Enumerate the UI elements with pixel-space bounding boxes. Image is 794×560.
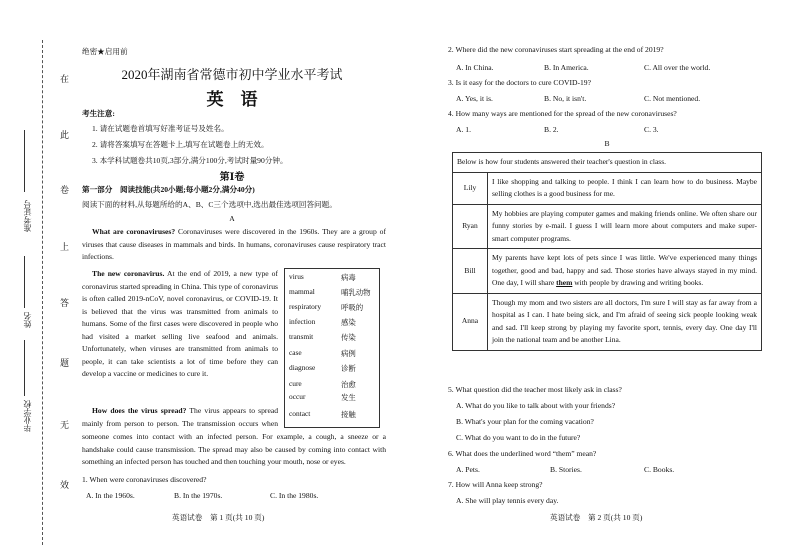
name-label: 姓名 [23, 312, 32, 328]
student-name: Lily [453, 172, 488, 204]
option-a[interactable]: A. Yes, it is. [456, 94, 493, 103]
table-header-row [453, 153, 762, 173]
option-b[interactable]: B. In the 1970s. [174, 491, 223, 500]
option-b[interactable]: B. In America. [544, 63, 589, 72]
option-c[interactable]: C. Not mentioned. [644, 94, 701, 103]
option-a[interactable]: A. 1. [456, 125, 471, 134]
student-answer: I like shopping and talking to people. I think I can learn how to do business. Maybe selling clothes is a good business for me. [488, 172, 762, 204]
p3-heading: How does the virus spread? [92, 406, 187, 415]
passage-a-p3-start [82, 405, 278, 431]
secret-mark: 绝密★启用前 [82, 47, 128, 56]
vocab-row [289, 363, 379, 377]
vocab-row [289, 302, 379, 316]
vocab-word: cure [289, 379, 302, 388]
exam-title: 2020年湖南省常德市初中学业水平考试 [121, 67, 343, 82]
question-4: 4. How many ways are mentioned for the spread of the new coronaviruses? [448, 109, 677, 118]
binding-line [42, 40, 43, 545]
option-c[interactable]: C. Books. [644, 465, 675, 474]
footer-left: 英语试卷 第 1 页(共 10 页) [172, 513, 265, 522]
name-field[interactable] [24, 256, 25, 308]
vocab-word: occur [289, 392, 306, 401]
table-row [453, 172, 762, 204]
vocab-word: case [289, 348, 302, 357]
school-field[interactable] [24, 340, 25, 396]
p3-text: The virus appears to spread mainly from person to person. The transmission occurs when [82, 406, 278, 428]
student-name: Anna [453, 293, 488, 350]
margin-char: 效 [60, 480, 70, 490]
exam-id-field[interactable] [24, 130, 25, 192]
school-label: 毕业学校 [23, 400, 32, 432]
question-5-option-b[interactable]: B. What's your plan for the coming vacation? [456, 417, 594, 426]
note-item: 2. 请将答案填写在答题卡上,填写在试题卷上的无效。 [92, 140, 269, 149]
exam-id-label: 准考证号 [23, 200, 32, 232]
margin-char: 卷 [60, 185, 70, 195]
vocab-word: infection [289, 317, 316, 326]
table-row [453, 249, 762, 294]
vocab-row [289, 409, 379, 423]
p2-text: At the end of 2019, a new type of coronavirus started spreading in China. This type of coronavirus is often called 2019-nCoV, novel coronavirus, or COVID-19. It is believed that the virus was transmitted from animals to humans. Some of the first cases were discovered in people who had visited a market selling live seafood and animals. Unfortunately, when viruses are transmitted from animals to people, it can take scientists a lot of time before they can develop a vaccine or medicines to cure it. [82, 269, 278, 378]
p1-text: Coronaviruses were discovered in the 1960s. They are a group of viruses that cause diseases in mammals and birds. In humans, coronaviruses cause respiratory tract infections. [82, 227, 386, 261]
passage-a-p1 [82, 226, 386, 264]
student-answer [488, 249, 762, 294]
student-name: Bill [453, 249, 488, 294]
vocab-word: diagnose [289, 363, 316, 372]
vocab-meaning: 接触 [341, 410, 356, 419]
question-6: 6. What does the underlined word “them” mean? [448, 449, 597, 458]
question-2: 2. Where did the new coronaviruses start spreading at the end of 2019? [448, 45, 664, 54]
vocab-word: virus [289, 272, 304, 281]
vocab-meaning: 哺乳动物 [341, 288, 371, 297]
passage-a-p3-rest: someone comes into contact with an infected person. For example, a cough, a sneeze or a handshake could cause transmission. The spread may also be caused by coming into contact with something an infected person has touched and then touching your mouth, nose or eyes. [82, 432, 386, 466]
volume-title: 第Ⅰ卷 [219, 172, 245, 183]
note-item: 3. 本学科试题卷共10页,3部分,满分100分,考试时量90分钟。 [92, 156, 288, 165]
vocab-row [289, 287, 379, 301]
vocab-meaning: 治愈 [341, 380, 356, 389]
option-a[interactable]: A. Pets. [456, 465, 480, 474]
question-5-option-c[interactable]: C. What do you want to do in the future? [456, 433, 581, 442]
underlined-word: them [556, 278, 573, 287]
option-b[interactable]: B. Stories. [550, 465, 582, 474]
option-c[interactable]: C. In the 1980s. [270, 491, 319, 500]
question-1: 1. When were coronaviruses discovered? [82, 475, 207, 484]
vocab-word: contact [289, 409, 311, 418]
margin-char: 答 [60, 298, 70, 308]
p1-heading: What are coronaviruses? [92, 227, 176, 236]
student-name: Ryan [453, 204, 488, 249]
option-b[interactable]: B. 2. [544, 125, 559, 134]
answer-text: with people by drawing and writing books. [572, 278, 704, 287]
part1-instruction: 阅读下面的材料,从每题所给的A、B、C三个选项中,选出最佳选项回答问题。 [82, 200, 337, 209]
vocab-word: transmit [289, 332, 314, 341]
student-answer: My hobbies are playing computer games and making friends online. We often share our funny stories by e-mail. I guess I will learn more about computers and make super-smart computer programs. [488, 204, 762, 249]
subject-title: 英 语 [206, 90, 258, 109]
option-a[interactable]: A. In China. [456, 63, 494, 72]
vocab-meaning: 传染 [341, 333, 356, 342]
margin-char: 上 [60, 242, 70, 252]
vocab-row [289, 392, 379, 406]
vocabulary-box [284, 268, 380, 428]
question-3: 3. Is it easy for the doctors to cure COVID-19? [448, 78, 591, 87]
p2-heading: The new coronavirus. [92, 269, 165, 278]
answer-text: My parents have kept lots of pets since I was little. We've experienced many things together, good and bad, happy and sad. Those stories have always stayed in my mind. One day, I will share [492, 253, 757, 287]
vocab-row [289, 379, 379, 393]
vocab-meaning: 感染 [341, 318, 356, 327]
vocab-row [289, 332, 379, 346]
table-row [453, 293, 762, 350]
footer-right: 英语试卷 第 2 页(共 10 页) [550, 513, 643, 522]
margin-char: 在 [60, 74, 70, 84]
table-header-cell: Below is how four students answered their teacher's question in class. [453, 153, 762, 173]
question-5-option-a[interactable]: A. What do you like to talk about with your friends? [456, 401, 616, 410]
question-7-option-a[interactable]: A. She will play tennis every day. [456, 496, 559, 505]
vocab-meaning: 呼吸的 [341, 303, 364, 312]
part1-heading: 第一部分 阅读技能(共20小题;每小题2分,满分40分) [82, 185, 255, 194]
section-b-label: B [604, 139, 610, 148]
margin-char: 无 [60, 420, 70, 430]
question-7: 7. How will Anna keep strong? [448, 480, 543, 489]
margin-char: 题 [60, 358, 70, 368]
question-5: 5. What question did the teacher most likely ask in class? [448, 385, 622, 394]
notes-title: 考生注意: [82, 109, 115, 118]
vocab-word: respiratory [289, 302, 322, 311]
margin-char: 此 [60, 130, 70, 140]
note-item: 1. 请在试题卷首填写好准考证号及姓名。 [92, 124, 229, 133]
option-c[interactable]: C. 3. [644, 125, 659, 134]
vocab-meaning: 发生 [341, 393, 356, 402]
passage-a-p2 [82, 268, 278, 405]
vocab-meaning: 病毒 [341, 273, 356, 282]
vocab-meaning: 诊断 [341, 364, 356, 373]
vocab-meaning: 病例 [341, 349, 356, 358]
option-b[interactable]: B. No, it isn't. [544, 94, 587, 103]
option-a[interactable]: A. In the 1960s. [86, 491, 135, 500]
students-table [452, 152, 762, 351]
vocab-row [289, 317, 379, 331]
vocab-word: mammal [289, 287, 315, 296]
option-c[interactable]: C. All over the world. [644, 63, 711, 72]
student-answer: Though my mom and two sisters are all doctors, I'm sure I will stay as far away from a hospital as I can. I hate being sick, and I'm afraid of seeing sick people looking weak and sad. I'll keep strong by playing my favorite sport, tennis, every day. One day I'll join the national team and be another Lina. [488, 293, 762, 350]
section-a-label: A [229, 214, 235, 223]
table-row [453, 204, 762, 249]
vocab-row [289, 272, 379, 286]
vocab-row [289, 348, 379, 362]
